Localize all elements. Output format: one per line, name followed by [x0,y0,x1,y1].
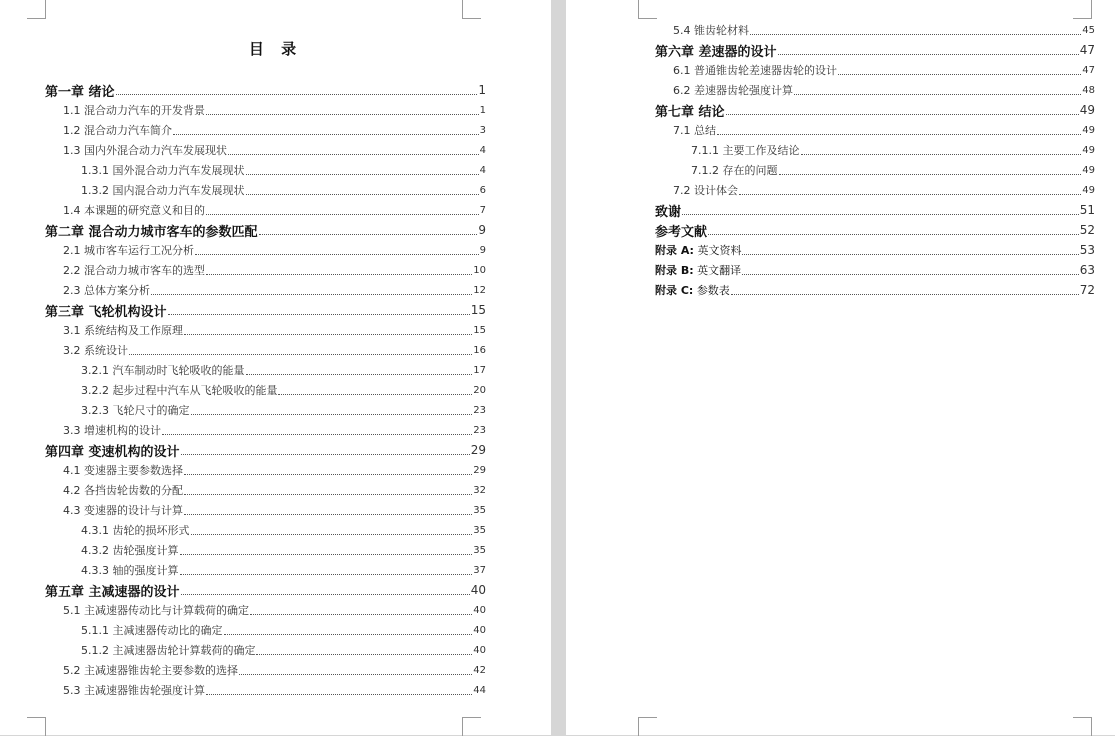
toc-entry-text: 2.1 城市客车运行工况分析 [63,244,194,257]
toc-entry-text: 第四章 变速机构的设计 [45,444,180,460]
toc-page-number: 51 [1079,203,1095,217]
toc-page-number: 35 [473,524,486,536]
toc-entry-text: 5.2 主减速器锥齿轮主要参数的选择 [63,664,238,677]
toc-entry-text: 第一章 绪论 [45,84,115,100]
toc-entry[interactable] [45,600,486,620]
crop-mark [1073,0,1092,19]
toc-page-number: 29 [470,443,486,457]
toc-entry-text: 4.2 各挡齿轮齿数的分配 [63,484,183,497]
toc-entry-text: 6.2 差速器齿轮强度计算 [673,84,793,97]
toc-page-number: 49 [1082,164,1095,176]
toc-entry-text: 4.3 变速器的设计与计算 [63,504,183,517]
toc-page-number: 49 [1079,103,1095,117]
toc-entry[interactable] [45,460,486,480]
toc-entry[interactable] [45,680,486,700]
dot-leader [228,154,479,155]
dot-leader [173,134,479,135]
appendix-label: 附录 A: [655,244,694,257]
toc-page-number: 4 [479,164,486,176]
toc-entry[interactable] [655,180,1095,200]
dot-leader [206,114,479,115]
toc-entry-text: 3.2 系统设计 [63,344,128,357]
toc-entry-text: 7.1.2 存在的问题 [691,164,778,177]
toc-entry[interactable] [45,400,486,420]
toc-entry[interactable] [655,240,1095,260]
toc-entry-text: 3.2.2 起步过程中汽车从飞轮吸收的能量 [81,384,278,397]
appendix-title: 英文翻译 [697,264,742,277]
dot-leader [168,314,470,315]
dot-leader [794,94,1081,95]
toc-entry-text: 1.2 混合动力汽车简介 [63,124,172,137]
toc-entry-text: 2.3 总体方案分析 [63,284,150,297]
toc-entry[interactable] [45,340,486,360]
toc-entry[interactable] [45,120,486,140]
toc-page-number: 23 [473,424,486,436]
toc-page-number: 35 [473,504,486,516]
toc-entry[interactable] [655,280,1095,300]
toc-entry[interactable] [45,100,486,120]
toc-page-number: 45 [1082,24,1095,36]
toc-entry[interactable] [655,120,1095,140]
toc-page-number: 9 [479,244,486,256]
dot-leader [162,434,472,435]
toc-page-number: 40 [473,644,486,656]
crop-mark [27,0,46,19]
toc-list-right [655,20,1095,300]
toc-entry[interactable] [45,360,486,380]
toc-entry-text: 第七章 结论 [655,104,725,120]
toc-page-number: 16 [473,344,486,356]
dot-leader [250,614,472,615]
toc-entry[interactable] [655,40,1095,60]
toc-entry-text: 5.4 锥齿轮材料 [673,24,749,37]
toc-page-number: 3 [479,124,486,136]
toc-entry-text: 3.2.3 飞轮尺寸的确定 [81,404,190,417]
toc-page-number: 53 [1079,243,1095,257]
toc-entry-text: 1.3 国内外混合动力汽车发展现状 [63,144,227,157]
toc-entry[interactable] [45,480,486,500]
dot-leader [778,54,1079,55]
toc-entry[interactable] [45,260,486,280]
dot-leader [726,114,1079,115]
toc-entry[interactable] [655,260,1095,280]
dot-leader [731,294,1079,295]
toc-page-number: 49 [1082,144,1095,156]
dot-leader [195,254,479,255]
toc-entry[interactable] [45,320,486,340]
toc-entry[interactable] [45,540,486,560]
toc-page-number: 29 [473,464,486,476]
dot-leader [181,594,470,595]
toc-entry[interactable] [655,100,1095,120]
dot-leader [717,134,1081,135]
toc-entry[interactable] [45,520,486,540]
dot-leader [184,494,472,495]
toc-entry-text: 5.3 主减速器锥齿轮强度计算 [63,684,205,697]
toc-entry-text: 6.1 普通锥齿轮差速器齿轮的设计 [673,64,837,77]
toc-page-number: 40 [473,604,486,616]
crop-mark [462,0,481,19]
dot-leader [151,294,472,295]
dot-leader [129,354,472,355]
crop-mark [638,0,657,19]
toc-page-number: 15 [470,303,486,317]
toc-entry-text: 3.1 系统结构及工作原理 [63,324,183,337]
dot-leader [742,254,1078,255]
toc-entry[interactable] [655,160,1095,180]
toc-entry[interactable] [655,200,1095,220]
toc-page-number: 44 [473,684,486,696]
toc-entry-text: 1.3.1 国外混合动力汽车发展现状 [81,164,245,177]
dot-leader [239,674,472,675]
toc-page-number: 1 [479,104,486,116]
toc-page-number: 47 [1082,64,1095,76]
toc-entry[interactable] [45,80,486,100]
toc-entry-text: 5.1.1 主减速器传动比的确定 [81,624,223,637]
toc-entry-text: 3.2.1 汽车制动时飞轮吸收的能量 [81,364,245,377]
dot-leader [246,374,473,375]
dot-leader [224,634,473,635]
dot-leader [191,534,473,535]
toc-page-number: 10 [473,264,486,276]
toc-entry-text: 4.1 变速器主要参数选择 [63,464,183,477]
crop-mark [1073,717,1092,736]
dot-leader [180,574,473,575]
dot-leader [246,174,479,175]
toc-entry[interactable] [45,500,486,520]
toc-entry[interactable] [45,160,486,180]
toc-entry[interactable] [45,140,486,160]
toc-page-number: 35 [473,544,486,556]
toc-entry-text: 1.4 本课题的研究意义和目的 [63,204,205,217]
toc-entry-text: 2.2 混合动力城市客车的选型 [63,264,205,277]
dot-leader [246,194,479,195]
toc-entry-text: 第六章 差速器的设计 [655,44,777,60]
dot-leader [191,414,473,415]
toc-entry-text: 参考文献 [655,224,708,240]
dot-leader [708,234,1079,235]
dot-leader [278,394,472,395]
toc-entry-text [655,242,741,258]
dot-leader [184,514,472,515]
toc-entry-text: 第二章 混合动力城市客车的参数匹配 [45,224,258,240]
toc-page-number: 32 [473,484,486,496]
toc-entry[interactable] [655,60,1095,80]
toc-page-number: 47 [1079,43,1095,57]
toc-page-number: 40 [470,583,486,597]
dot-leader [180,554,473,555]
crop-mark [462,717,481,736]
toc-entry-text: 4.3.3 轴的强度计算 [81,564,179,577]
dot-leader [682,214,1079,215]
toc-entry[interactable] [45,620,486,640]
toc-entry-text: 4.3.1 齿轮的损坏形式 [81,524,190,537]
toc-entry-text: 第三章 飞轮机构设计 [45,304,167,320]
document-page-left [0,0,551,735]
toc-entry-text: 7.2 设计体会 [673,184,738,197]
toc-entry[interactable] [45,440,486,460]
toc-page-number: 40 [473,624,486,636]
dot-leader [838,74,1081,75]
dot-leader [259,234,478,235]
document-page-right [566,0,1115,735]
dot-leader [184,474,472,475]
dot-leader [256,654,472,655]
toc-page-number: 48 [1082,84,1095,96]
toc-page-number: 15 [473,324,486,336]
toc-entry[interactable] [45,220,486,240]
crop-mark [638,717,657,736]
toc-entry-text: 5.1 主减速器传动比与计算载荷的确定 [63,604,249,617]
toc-entry[interactable] [655,80,1095,100]
toc-list-left [45,80,486,700]
toc-page-number: 49 [1082,184,1095,196]
toc-entry-text [655,282,730,298]
appendix-title: 英文资料 [697,244,742,257]
dot-leader [742,274,1079,275]
toc-page-number: 6 [479,184,486,196]
dot-leader [206,214,479,215]
toc-entry-text: 7.1.1 主要工作及结论 [691,144,800,157]
dot-leader [181,454,470,455]
toc-page-number: 23 [473,404,486,416]
toc-entry-text: 1.1 混合动力汽车的开发背景 [63,104,205,117]
toc-page-number: 49 [1082,124,1095,136]
toc-entry[interactable] [45,300,486,320]
toc-entry[interactable] [45,640,486,660]
toc-entry-text: 4.3.2 齿轮强度计算 [81,544,179,557]
toc-entry-text [655,262,741,278]
toc-entry[interactable] [45,580,486,600]
toc-entry-text: 7.1 总结 [673,124,716,137]
toc-entry[interactable] [45,200,486,220]
toc-entry[interactable] [45,420,486,440]
dot-leader [184,334,472,335]
dot-leader [739,194,1081,195]
dot-leader [206,694,472,695]
toc-entry[interactable] [45,240,486,260]
toc-page-number: 20 [473,384,486,396]
dot-leader [750,34,1081,35]
toc-entry-text: 3.3 增速机构的设计 [63,424,161,437]
toc-page-number: 42 [473,664,486,676]
toc-page-number: 17 [473,364,486,376]
toc-entry[interactable] [45,380,486,400]
toc-entry-text: 致谢 [655,204,682,220]
toc-entry-text: 5.1.2 主减速器齿轮计算载荷的确定 [81,644,256,657]
toc-entry-text: 第五章 主减速器的设计 [45,584,180,600]
toc-entry[interactable] [45,560,486,580]
dot-leader [206,274,472,275]
toc-page-number: 12 [473,284,486,296]
toc-page-number: 4 [479,144,486,156]
toc-page-number: 1 [478,83,486,97]
toc-page-number: 37 [473,564,486,576]
appendix-label: 附录 B: [655,264,694,277]
toc-entry[interactable] [655,20,1095,40]
toc-page-number: 7 [479,204,486,216]
toc-entry-text: 1.3.2 国内混合动力汽车发展现状 [81,184,245,197]
appendix-title: 参数表 [696,284,730,297]
dot-leader [801,154,1082,155]
toc-entry[interactable] [655,140,1095,160]
toc-page-number: 9 [478,223,486,237]
crop-mark [27,717,46,736]
toc-title: 目 录 [248,40,303,58]
toc-entry[interactable] [45,280,486,300]
dot-leader [779,174,1082,175]
toc-entry[interactable] [45,180,486,200]
toc-page-number: 52 [1079,223,1095,237]
toc-entry[interactable] [45,660,486,680]
dot-leader [116,94,478,95]
toc-page-number: 72 [1079,283,1095,297]
toc-entry[interactable] [655,220,1095,240]
toc-page-number: 63 [1079,263,1095,277]
appendix-label: 附录 C: [655,284,694,297]
